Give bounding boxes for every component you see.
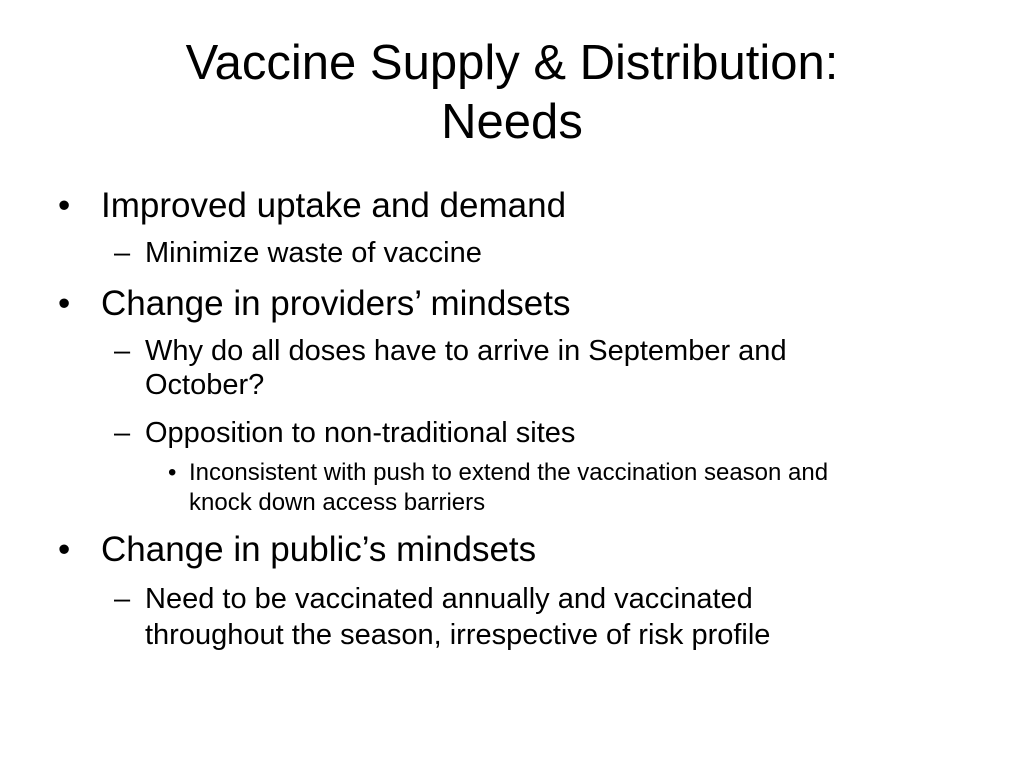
bullet-marker: • [58, 186, 71, 225]
bullet-marker: • [58, 284, 71, 323]
sub-sub-bullet-inconsistent-line-1: Inconsistent with push to extend the vaccination season and [189, 459, 829, 486]
sub-bullet-need-vaccinated-line-2: throughout the season, irrespective of risk profile [145, 619, 771, 651]
bullet-improved-uptake: Improved uptake and demand [101, 186, 567, 225]
sub-bullet-marker: – [114, 583, 131, 615]
sub-bullet-why-doses-line-1: Why do all doses have to arrive in September and [145, 335, 787, 367]
sub-bullet-opposition: Opposition to non-traditional sites [145, 417, 576, 449]
sub-bullet-minimize-waste: Minimize waste of vaccine [145, 237, 482, 269]
slide-title-line-1: Vaccine Supply & Distribution: [185, 36, 839, 90]
bullet-marker: • [58, 530, 71, 569]
sub-bullet-marker: – [114, 237, 131, 269]
bullet-public-mindsets: Change in public’s mindsets [101, 530, 537, 569]
sub-bullet-need-vaccinated-line-1: Need to be vaccinated annually and vaccinated [145, 583, 753, 615]
sub-bullet-why-doses-line-2: October? [145, 369, 265, 401]
sub-bullet-marker: – [114, 417, 131, 449]
sub-sub-bullet-inconsistent-line-2: knock down access barriers [189, 489, 486, 516]
bullet-providers-mindsets: Change in providers’ mindsets [101, 284, 571, 323]
slide-title-line-2: Needs [441, 95, 583, 149]
sub-sub-bullet-marker: • [168, 459, 177, 486]
sub-bullet-marker: – [114, 335, 131, 367]
